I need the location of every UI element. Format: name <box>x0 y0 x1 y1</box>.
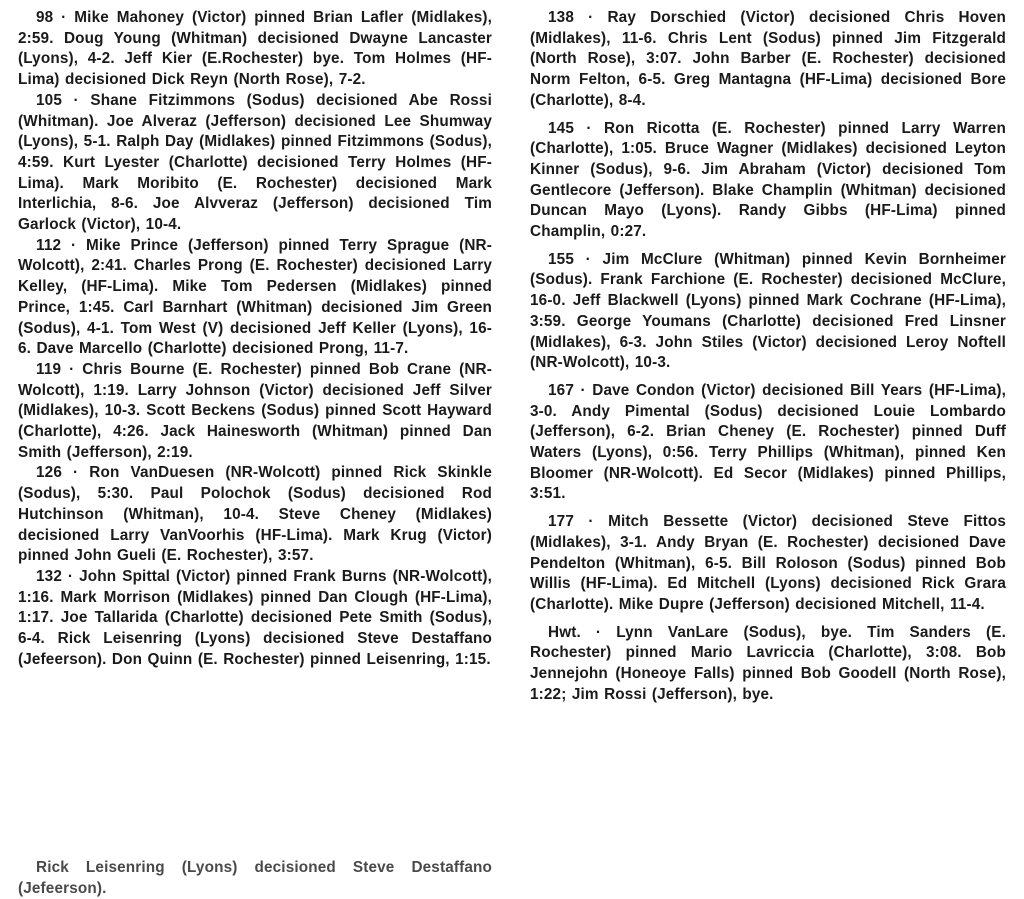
weight-class-145-results: 145 · Ron Ricotta (E. Rochester) pinned Larry Warren (Charlotte), 1:05. Bruce Wagner (Midlakes) decisioned Leyton Kinner (Sodus), 9-6. Jim Abraham (Victor) decisioned Tom Gentlecore (Jefferson). Blake Champlin (Whitman) decisioned Duncan Mayo (Lyons). Randy Gibbs (HF-Lima) pinned Champlin, 0:27. <box>530 119 1006 241</box>
weight-class-heavyweight-results: Hwt. · Lynn VanLare (Sodus), bye. Tim Sanders (E. Rochester) pinned Mario Lavriccia (Charlotte), 3:08. Bob Jennejohn (Honeoye Falls) pinned Bob Goodell (North Rose), 1:22; Jim Rossi (Jefferson), bye. <box>530 623 1006 703</box>
weight-class-105-results: 105 · Shane Fitzimmons (Sodus) decisioned Abe Rossi (Whitman). Joe Alveraz (Jefferson) decisioned Lee Shumway (Lyons), 5-1. Ralph Day (Midlakes) pinned Fitzimmons (Sodus), 4:59. Kurt Lyester (Charlotte) decisioned Terry Holmes (HF-Lima). Mark Moribito (E. Rochester) decisioned Mark Interlichia, 8-6. Joe Alvveraz (Jefferson) decisioned Tim Garlock (Victor), 10-4. <box>18 91 492 234</box>
weight-class-119-results: 119 · Chris Bourne (E. Rochester) pinned Bob Crane (NR-Wolcott), 1:19. Larry Johnson (Victor) decisioned Jeff Silver (Midlakes), 10-3. Scott Beckens (Sodus) pinned Scott Hayward (Charlotte), 4:26. Jack Hainesworth (Whitman) pinned Dan Smith (Jefferson), 2:19. <box>18 360 492 461</box>
weight-class-112-results: 112 · Mike Prince (Jefferson) pinned Terry Sprague (NR-Wolcott), 2:41. Charles Prong (E. Rochester) decisioned Larry Kelley, (HF-Lima). Mike Tom Pedersen (Midlakes) pinned Prince, 1:45. Carl Barnhart (Whitman) decisioned Jim Green (Sodus), 4-1. Tom West (V) decisioned Jeff Keller (Lyons), 16-6. Dave Marcello (Charlotte) decisioned Prong, 11-7. <box>18 236 492 358</box>
weight-class-167-results: 167 · Dave Condon (Victor) decisioned Bill Years (HF-Lima), 3-0. Andy Pimental (Sodus) decisioned Louie Lombardo (Jefferson), 6-2. Brian Cheney (E. Rochester) pinned Duff Waters (Lyons), 0:56. Terry Phillips (Whitman), pinned Ken Bloomer (NR-Wolcott). Ed Secor (Midlakes) pinned Phillips, 3:51. <box>530 381 1006 503</box>
weight-class-177-results: 177 · Mitch Bessette (Victor) decisioned Steve Fittos (Midlakes), 3-1. Andy Bryan (E. Rochester) decisioned Dave Pendelton (Whitman), 6-5. Bill Roloson (Sodus) pinned Bob Willis (HF-Lima). Ed Mitchell (Lyons) decisioned Rick Grara (Charlotte). Mike Dupre (Jefferson) decisioned Mitchell, 11-4. <box>530 513 1006 613</box>
weight-class-138-results: 138 · Ray Dorschied (Victor) decisioned Chris Hoven (Midlakes), 11-6. Chris Lent (Sodus) pinned Jim Fitzgerald (North Rose), 3:07. John Barber (E. Rochester) decisioned Norm Felton, 6-5. Greg Mantagna (HF-Lima) decisioned Bore (Charlotte), 8-4. <box>530 9 1006 109</box>
cutoff-text-line <box>18 859 492 897</box>
weight-class-132-results: 132 · John Spittal (Victor) pinned Frank Burns (NR-Wolcott), 1:16. Mark Morrison (Midlakes) pinned Dan Clough (HF-Lima), 1:17. Joe Tallarida (Charlotte) decisioned Pete Smith (Sodus), 6-4. Rick Leisenring (Lyons) decisioned Steve Destaffano (Jefeerson). Don Quinn (E. Rochester) pinned Leisenring, 1:15. <box>18 567 492 668</box>
cutoff-line-text: Rick Leisenring (Lyons) decisioned Steve Destaffano (Jefeerson). <box>18 859 492 897</box>
weight-class-126-results: 126 · Ron VanDuesen (NR-Wolcott) pinned Rick Skinkle (Sodus), 5:30. Paul Polochok (Sodus) decisioned Rod Hutchinson (Whitman), 10-4. Steve Cheney (Midlakes) decisioned Larry VanVoorhis (HF-Lima). Mark Krug (Victor) pinned John Gueli (E. Rochester), 3:57. <box>18 464 492 565</box>
weight-class-155-results: 155 · Jim McClure (Whitman) pinned Kevin Bornheimer (Sodus). Frank Farchione (E. Rochester) decisioned McClure, 16-0. Jeff Blackwell (Lyons) pinned Mark Cochrane (HF-Lima), 3:59. George Youmans (Charlotte) decisioned Fred Linsner (Midlakes), 6-3. John Stiles (Victor) decisioned Leroy Noftell (NR-Wolcott), 10-3. <box>530 250 1006 372</box>
right-column <box>530 8 1006 706</box>
weight-class-98-results: 98 · Mike Mahoney (Victor) pinned Brian Lafler (Midlakes), 2:59. Doug Young (Whitman) decisioned Dwayne Lancaster (Lyons), 4-2. Jeff Kier (E.Rochester) bye. Tom Holmes (HF-Lima) decisioned Dick Reyn (North Rose), 7-2. <box>18 9 492 89</box>
left-column <box>18 8 492 671</box>
